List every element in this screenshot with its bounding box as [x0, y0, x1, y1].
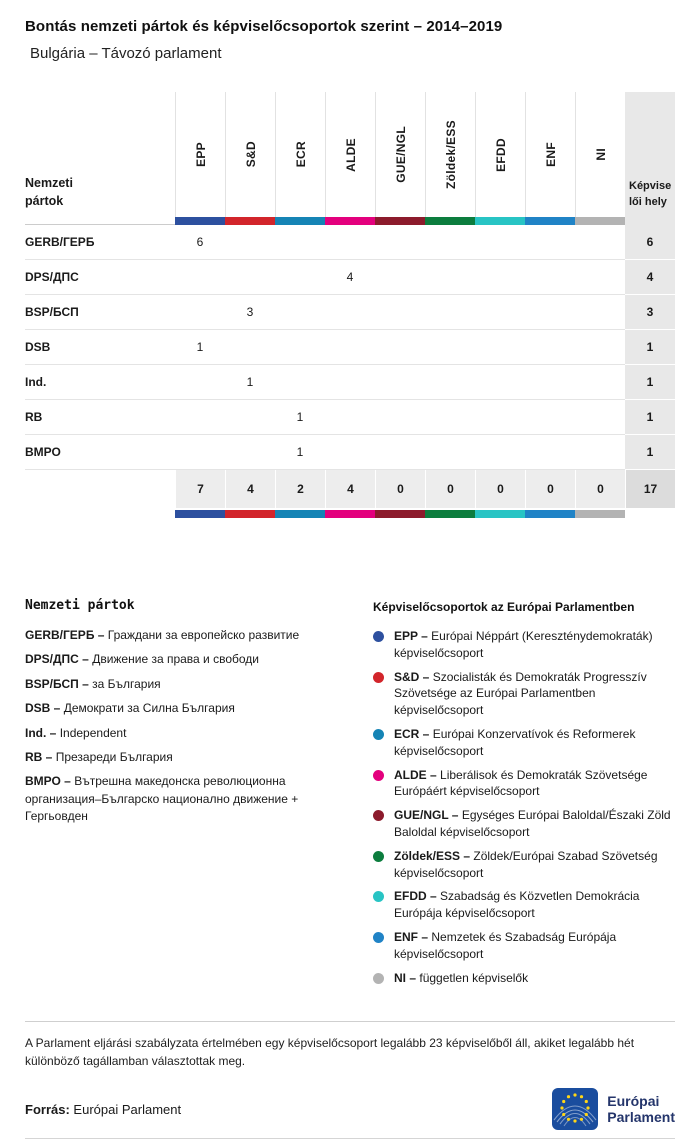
seat-cell	[375, 330, 425, 365]
seat-cell: 6	[175, 225, 225, 260]
group-legend-item: EPP – Európai Néppárt (Kereszténydemokraták) képviselőcsoport	[373, 628, 675, 662]
totals-row-spacer	[25, 470, 175, 508]
seat-cell	[475, 260, 525, 295]
footnote-divider	[25, 1021, 675, 1022]
group-legend-item: ENF – Nemzetek és Szabadság Európája képviselőcsoport	[373, 929, 675, 963]
seat-cell	[375, 225, 425, 260]
national-parties-heading: Nemzeti pártok	[25, 598, 135, 613]
row-header-cell	[25, 92, 175, 217]
party-name: DPS/ДПС	[25, 260, 175, 295]
party-name: Ind.	[25, 365, 175, 400]
group-color-dot	[373, 672, 384, 683]
party-total: 1	[625, 330, 675, 365]
column-header-ecr: ECR	[275, 92, 325, 217]
seat-cell	[525, 435, 575, 470]
seat-cell	[175, 365, 225, 400]
party-legend-item: Ind. – Independent	[25, 725, 127, 740]
seat-cell	[425, 225, 475, 260]
seat-cell	[425, 435, 475, 470]
group-color-bar	[375, 510, 425, 518]
group-color-bar	[275, 217, 325, 225]
group-total: 0	[475, 470, 525, 508]
group-color-bar	[175, 217, 225, 225]
group-legend-item: ALDE – Liberálisok és Demokraták Szövetsége Európáért képviselőcsoport	[373, 767, 675, 801]
seat-cell	[575, 295, 625, 330]
seats-table	[25, 92, 675, 518]
group-color-bar	[525, 510, 575, 518]
seat-cell	[525, 260, 575, 295]
column-header-efdd: EFDD	[475, 92, 525, 217]
seat-cell	[275, 260, 325, 295]
seat-cell	[425, 260, 475, 295]
political-groups-legend	[373, 598, 675, 993]
group-total: 0	[575, 470, 625, 508]
party-name: ВМРО	[25, 435, 175, 470]
group-legend-item: NI – független képviselők	[373, 970, 675, 987]
group-color-dot	[373, 851, 384, 862]
group-color-bar	[225, 217, 275, 225]
party-total: 1	[625, 435, 675, 470]
party-legend-item: RB – Презареди България	[25, 749, 173, 764]
seat-cell: 1	[225, 365, 275, 400]
group-color-dot	[373, 891, 384, 902]
group-color-dot	[373, 631, 384, 642]
seat-cell	[175, 260, 225, 295]
group-total: 4	[325, 470, 375, 508]
political-groups-heading: Képviselőcsoportok az Európai Parlamentben	[373, 600, 635, 614]
party-total: 6	[625, 225, 675, 260]
seat-cell	[525, 365, 575, 400]
group-total: 0	[525, 470, 575, 508]
seat-cell	[225, 435, 275, 470]
group-color-bar	[475, 217, 525, 225]
seat-cell	[325, 295, 375, 330]
national-parties-legend	[25, 598, 373, 993]
seat-cell	[425, 400, 475, 435]
seat-cell	[375, 400, 425, 435]
seats-column-fill	[625, 217, 675, 225]
seat-cell	[375, 295, 425, 330]
group-total: 0	[375, 470, 425, 508]
seat-cell	[225, 225, 275, 260]
page-subtitle: Bulgária – Távozó parlament	[30, 45, 222, 62]
group-color-bar	[425, 217, 475, 225]
seat-cell	[575, 365, 625, 400]
column-header-alde: ALDE	[325, 92, 375, 217]
column-header-enf: ENF	[525, 92, 575, 217]
column-header-ni: NI	[575, 92, 625, 217]
group-color-dot	[373, 729, 384, 740]
seat-cell	[475, 400, 525, 435]
seat-cell	[175, 295, 225, 330]
footnote: A Parlament eljárási szabályzata értelmében egy képviselőcsoport legalább 23 képviselőből áll, akiket legalább hét különböző tagállamban választottak meg.	[25, 1036, 635, 1069]
seat-cell	[575, 435, 625, 470]
seat-cell	[225, 400, 275, 435]
seats-column-header: Képviselői hely	[625, 92, 675, 217]
group-legend-item: GUE/NGL – Egységes Európai Baloldal/Északi Zöld Baloldal képviselőcsoport	[373, 807, 675, 841]
seat-cell	[275, 330, 325, 365]
bar-row-spacer	[25, 508, 175, 518]
group-total: 2	[275, 470, 325, 508]
party-legend-item: DPS/ДПС – Движение за права и свободи	[25, 652, 259, 667]
seat-cell	[425, 365, 475, 400]
seat-cell	[175, 400, 225, 435]
seat-cell	[475, 225, 525, 260]
seat-cell	[325, 330, 375, 365]
group-color-dot	[373, 973, 384, 984]
seat-cell: 1	[275, 435, 325, 470]
party-legend-item: BSP/БСП – за България	[25, 676, 161, 691]
seat-cell	[225, 330, 275, 365]
seat-cell	[325, 365, 375, 400]
seat-cell	[525, 400, 575, 435]
seat-cell	[425, 295, 475, 330]
group-color-bar	[325, 510, 375, 518]
seat-cell	[325, 400, 375, 435]
seat-cell: 4	[325, 260, 375, 295]
seat-cell	[325, 435, 375, 470]
seat-cell	[475, 435, 525, 470]
group-color-bar	[575, 217, 625, 225]
group-total: 4	[225, 470, 275, 508]
column-header-epp: EPP	[175, 92, 225, 217]
seat-cell: 1	[275, 400, 325, 435]
party-name: GERB/ГЕРБ	[25, 225, 175, 260]
column-header-sd: S&D	[225, 92, 275, 217]
seat-cell	[425, 330, 475, 365]
group-color-bar	[575, 510, 625, 518]
seat-cell: 1	[175, 330, 225, 365]
bar-row-spacer	[625, 508, 675, 518]
group-color-bar	[175, 510, 225, 518]
seat-cell	[375, 365, 425, 400]
group-color-bar	[375, 217, 425, 225]
party-legend-item: DSB – Демократи за Силна България	[25, 701, 235, 716]
source-value: Európai Parlament	[73, 1101, 182, 1117]
seat-cell	[375, 260, 425, 295]
seat-cell	[175, 435, 225, 470]
group-total: 7	[175, 470, 225, 508]
group-color-bar	[475, 510, 525, 518]
seat-cell	[325, 225, 375, 260]
seat-cell	[475, 365, 525, 400]
seat-cell	[475, 295, 525, 330]
group-total: 0	[425, 470, 475, 508]
seat-cell	[275, 225, 325, 260]
seat-cell	[575, 260, 625, 295]
party-name: RB	[25, 400, 175, 435]
column-header-greens: Zöldek/ESS	[425, 92, 475, 217]
group-color-bar	[525, 217, 575, 225]
party-total: 4	[625, 260, 675, 295]
seat-cell	[375, 435, 425, 470]
eu-parliament-logo-text: Európai Parlament	[607, 1093, 675, 1126]
group-legend-item: EFDD – Szabadság és Közvetlen Demokrácia Európája képviselőcsoport	[373, 888, 675, 922]
party-total: 1	[625, 400, 675, 435]
page-title: Bontás nemzeti pártok és képviselőcsoportok szerint – 2014–2019	[25, 18, 503, 35]
party-name: DSB	[25, 330, 175, 365]
seat-cell	[575, 330, 625, 365]
group-color-dot	[373, 932, 384, 943]
seat-cell	[275, 365, 325, 400]
source-line	[25, 1102, 181, 1117]
party-legend-item: ВМРО – Вътрешна македонска революционна организация–Българско национално движение + Гергьовден	[25, 774, 299, 824]
source-label: Forrás:	[25, 1101, 70, 1117]
seat-cell	[525, 295, 575, 330]
party-legend-item: GERB/ГЕРБ – Граждани за европейско развитие	[25, 628, 300, 642]
group-legend-item: S&D – Szocialisták és Demokraták Progresszív Szövetsége az Európai Parlamentben képviselőcsoport	[373, 669, 675, 719]
party-total: 3	[625, 295, 675, 330]
column-header-guengl: GUE/NGL	[375, 92, 425, 217]
eu-parliament-logo	[552, 1088, 675, 1130]
seat-cell: 3	[225, 295, 275, 330]
group-color-bar	[275, 510, 325, 518]
seat-cell	[275, 295, 325, 330]
bottom-divider	[25, 1138, 675, 1139]
party-name: BSP/БСП	[25, 295, 175, 330]
seat-cell	[575, 400, 625, 435]
footer	[25, 1088, 675, 1130]
eu-parliament-emblem-icon	[552, 1088, 598, 1130]
group-color-dot	[373, 810, 384, 821]
legend-section	[25, 598, 675, 993]
grand-total: 17	[625, 470, 675, 508]
seat-cell	[225, 260, 275, 295]
row-header-label: Nemzeti pártok	[25, 175, 73, 209]
bar-row-spacer	[25, 217, 175, 225]
group-color-bar	[225, 510, 275, 518]
group-color-bar	[425, 510, 475, 518]
party-total: 1	[625, 365, 675, 400]
seat-cell	[475, 330, 525, 365]
seat-cell	[575, 225, 625, 260]
group-legend-item: ECR – Európai Konzervatívok és Reformerek képviselőcsoport	[373, 726, 675, 760]
group-legend-item: Zöldek/ESS – Zöldek/Európai Szabad Szövetség képviselőcsoport	[373, 848, 675, 882]
group-color-dot	[373, 770, 384, 781]
seat-cell	[525, 225, 575, 260]
group-color-bar	[325, 217, 375, 225]
seat-cell	[525, 330, 575, 365]
